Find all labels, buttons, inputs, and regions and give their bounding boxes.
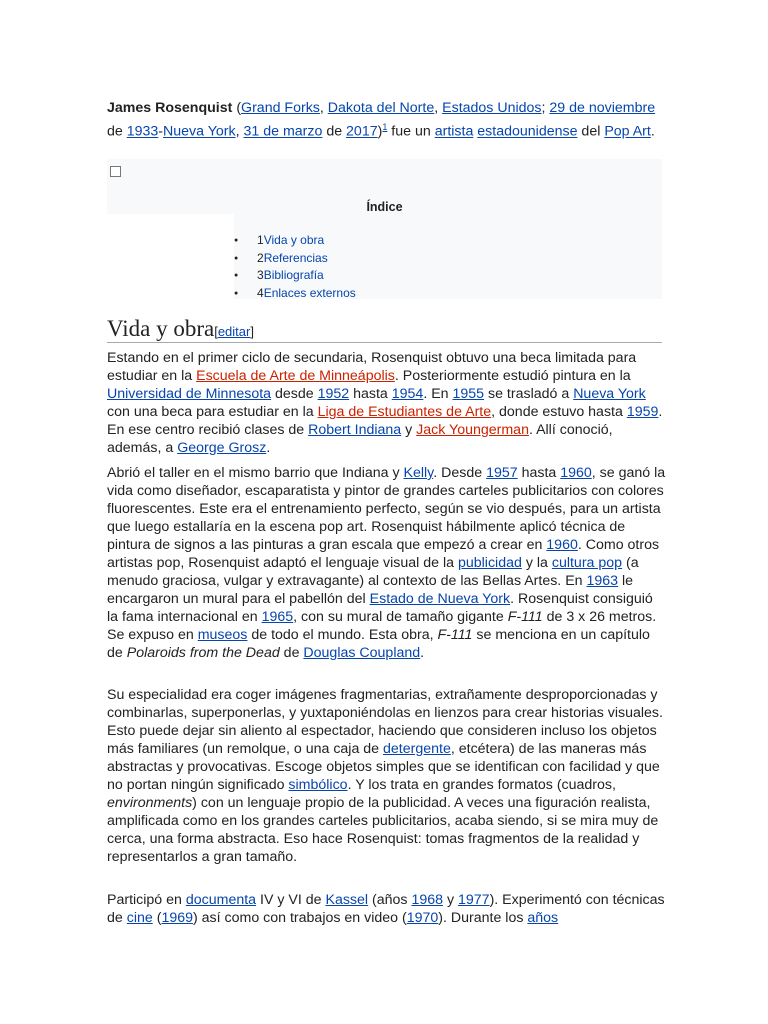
paragraph-education: Estando en el primer ciclo de secundaria, Rosenquist obtuvo una beca limitada para estudiar en la Escuela de Arte de Minneápolis. Posteriormente estudió pintura en la Universidad de Minnesota desde 1952 hasta 1954. En 1955 se trasladó a Nueva York con una beca para estudiar en la Liga de Estudiantes de Arte, donde estuvo hasta 1959. En ese centro recibió clases de Robert Indiana y Jack Youngerman. Allí conoció, además, a George Grosz. bbox=[107, 350, 663, 456]
link-year-1952[interactable]: 1952 bbox=[317, 386, 350, 402]
paragraph-style: Su especialidad era coger imágenes fragmentarias, extrañamente desproporcionadas y combinarlas, superponerlas, y yuxtaponiéndolas en lienzos para crear historias visuales. Esto puede dejar sin aliento al espectador, haciendo que consideren incluso los objetos más familiares (un remolque, o una caja de detergente, etcétera) de las maneras más abstractas y provocativas. Escoge objetos simples que se identifican con facilidad y que no portan ningún significado simbólico. Y los trata en grandes formatos (cuadros, environments) con un lenguaje propio de la publicidad. A veces una figuración realista, amplificada como en los grandes carteles publicitarios, acaba siendo, si se mira muy de cerca, una forma abstracta. Eso hace Rosenquist: tomas fragmentos de la realidad y representarlos a gran tamaño. bbox=[107, 687, 663, 865]
link-estadounidense[interactable]: estadounidense bbox=[477, 123, 578, 140]
link-nueva-york[interactable]: Nueva York bbox=[163, 123, 236, 140]
link-escuela-arte-minneapolis[interactable]: Escuela de Arte de Minneápolis bbox=[196, 368, 395, 384]
edit-section-link[interactable]: editar bbox=[217, 324, 251, 339]
link-robert-indiana[interactable]: Robert Indiana bbox=[308, 422, 402, 438]
link-anos[interactable]: años bbox=[527, 910, 559, 926]
toc-title: Índice bbox=[366, 200, 403, 214]
link-nueva-york-2[interactable]: Nueva York bbox=[573, 386, 646, 402]
link-year-1970[interactable]: 1970 bbox=[406, 910, 439, 926]
link-year-1960-b[interactable]: 1960 bbox=[546, 537, 578, 553]
toc-link-bibliografia[interactable]: Bibliografía bbox=[263, 268, 324, 282]
link-dakota-del-norte[interactable]: Dakota del Norte bbox=[327, 100, 435, 116]
link-jack-youngerman[interactable]: Jack Youngerman bbox=[416, 422, 529, 438]
link-documenta[interactable]: documenta bbox=[185, 892, 257, 908]
toc-item[interactable]: ● 4Enlaces externos bbox=[234, 285, 356, 303]
link-year-1968[interactable]: 1968 bbox=[411, 892, 444, 908]
table-of-contents bbox=[107, 159, 662, 299]
link-grand-forks[interactable]: Grand Forks bbox=[241, 100, 320, 116]
intro-paragraph: James Rosenquist (Grand Forks, Dakota del Norte, Estados Unidos; 29 de noviembre de 1933-Nueva York, 31 de marzo de 2017)$^1$ fue un artista estadounidense del Pop Art. bbox=[107, 100, 656, 140]
toc-item[interactable]: ● 1Vida y obra bbox=[234, 232, 356, 250]
link-year-1960[interactable]: 1960 bbox=[560, 465, 592, 481]
toc-item[interactable]: ● 3Bibliografía bbox=[234, 267, 356, 285]
link-birth-year[interactable]: 1933 bbox=[126, 123, 159, 140]
link-liga-estudiantes-arte[interactable]: Liga de Estudiantes de Arte bbox=[317, 404, 492, 420]
link-kelly[interactable]: Kelly bbox=[403, 465, 434, 481]
link-douglas-coupland[interactable]: Douglas Coupland bbox=[303, 645, 421, 661]
link-year-1977[interactable]: 1977 bbox=[458, 892, 490, 908]
link-year-1954[interactable]: 1954 bbox=[391, 386, 424, 402]
link-estados-unidos[interactable]: Estados Unidos bbox=[442, 100, 542, 116]
link-george-grosz[interactable]: George Grosz bbox=[177, 440, 267, 456]
link-museos[interactable]: museos bbox=[197, 627, 248, 643]
link-publicidad[interactable]: publicidad bbox=[457, 555, 522, 571]
link-death-year[interactable]: 2017 bbox=[346, 123, 378, 140]
link-kassel[interactable]: Kassel bbox=[325, 892, 369, 908]
section-heading: Vida y obra[editar] bbox=[107, 314, 662, 343]
link-year-1959[interactable]: 1959 bbox=[626, 404, 659, 420]
link-artista[interactable]: artista bbox=[434, 123, 474, 140]
toc-item[interactable]: ● 2Referencias bbox=[234, 250, 356, 268]
link-detergente[interactable]: detergente bbox=[383, 741, 451, 757]
link-cine[interactable]: cine bbox=[126, 910, 153, 926]
link-birth-date[interactable]: 29 de noviembre bbox=[549, 100, 656, 116]
paragraph-career: Abrió el taller en el mismo barrio que Indiana y Kelly. Desde 1957 hasta 1960, se ganó la vida como diseñador, escaparatista y pintor de grandes carteles publicitarios con colores fluorescentes. Este era el entrenamiento perfecto, según se vio después, para un artista que luego estallaría en la escena pop art. Rosenquist hábilmente aplicó técnica de pintura de signos a las pinturas a gran escala que empezó a crear en 1960. Como otros artistas pop, Rosenquist adaptó el lenguaje visual de la publicidad y la cultura pop (a menudo graciosa, vulgar y extravagante) al contexto de las Bellas Artes. En 1963 le encargaron un mural para el pabellón del Estado de Nueva York. Rosenquist consiguió la fama internacional en 1965, con su mural de tamaño gigante F-111 de 3 x 26 metros. Se expuso en museos de todo el mundo. Esta obra, F-111 se menciona en un capítulo de Polaroids from the Dead de Douglas Coupland. bbox=[107, 465, 666, 661]
toc-link-vida-y-obra[interactable]: Vida y obra bbox=[263, 233, 325, 247]
link-death-date[interactable]: 31 de marzo bbox=[243, 123, 323, 140]
link-pop-art[interactable]: Pop Art bbox=[604, 123, 651, 140]
link-year-1957[interactable]: 1957 bbox=[486, 465, 518, 481]
link-year-1969[interactable]: 1969 bbox=[161, 910, 193, 926]
toc-link-enlaces-externos[interactable]: Enlaces externos bbox=[263, 285, 356, 300]
toc-link-referencias[interactable]: Referencias bbox=[263, 250, 328, 265]
article-subject: James Rosenquist bbox=[107, 100, 233, 116]
link-year-1965[interactable]: 1965 bbox=[261, 609, 294, 625]
reference-1[interactable]: 1 bbox=[382, 122, 388, 132]
link-estado-nueva-york[interactable]: Estado de Nueva York bbox=[369, 591, 511, 607]
link-cultura-pop[interactable]: cultura pop bbox=[551, 555, 623, 571]
link-year-1955[interactable]: 1955 bbox=[452, 386, 485, 402]
link-universidad-minnesota[interactable]: Universidad de Minnesota bbox=[107, 386, 272, 402]
paragraph-exhibitions: Participó en documenta IV y VI de Kassel (años 1968 y 1977). Experimentó con técnicas de cine (1969) así como con trabajos en video (1970). Durante los años bbox=[107, 892, 665, 926]
toc-toggle-checkbox[interactable] bbox=[110, 166, 121, 177]
toc-list bbox=[234, 232, 356, 302]
link-year-1963[interactable]: 1963 bbox=[586, 573, 619, 589]
link-simbolico[interactable]: simbólico bbox=[288, 777, 348, 793]
